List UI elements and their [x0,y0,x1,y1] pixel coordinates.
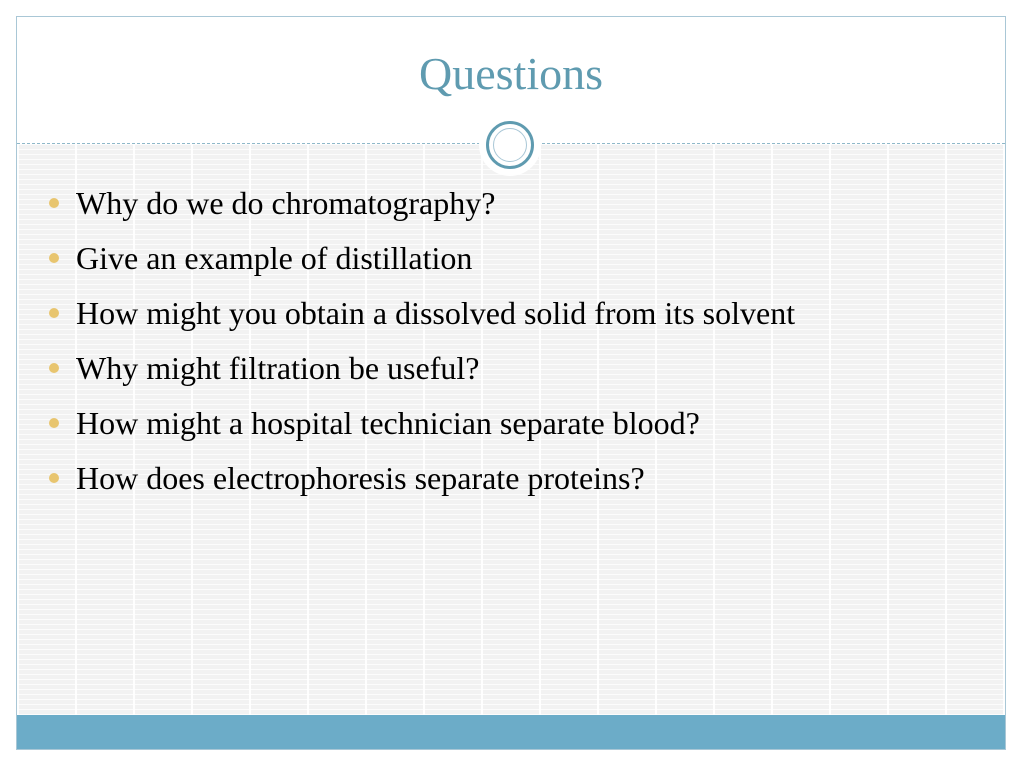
slide [16,16,1006,750]
dot-bullet-icon [49,253,59,263]
slide-title: Questions [419,48,603,99]
bullet-item [47,402,947,444]
bullet-text: Give an example of distillation [76,240,473,276]
bullet-item [47,457,947,499]
footer-bar [17,715,1005,750]
dot-bullet-icon [49,198,59,208]
bullet-item [47,182,947,224]
bullet-item [47,347,947,389]
bullet-text: How might a hospital technician separate blood? [76,405,700,441]
bullet-item [47,292,947,334]
dot-bullet-icon [49,473,59,483]
bullet-text: Why do we do chromatography? [76,185,496,221]
bullet-text: How does electrophoresis separate proteins? [76,460,645,496]
bullet-text: Why might filtration be useful? [76,350,480,386]
dot-bullet-icon [49,363,59,373]
bullet-text: How might you obtain a dissolved solid from its solvent [76,295,796,331]
dot-bullet-icon [49,308,59,318]
bullet-item [47,237,947,279]
dot-bullet-icon [49,418,59,428]
circle-ring-icon [479,114,541,176]
bullet-list [47,182,947,512]
